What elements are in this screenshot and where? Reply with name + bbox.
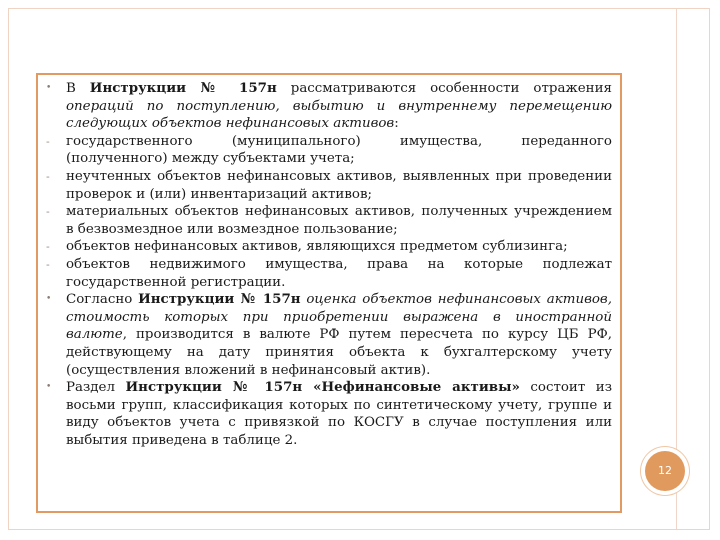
list-item [46,168,612,203]
list-item [46,379,612,449]
text-run-italic: операций по поступлению, выбытию и внутреннему перемещению следующих объектов нефинансовых активов [66,98,612,132]
list-item [46,238,612,256]
text-run-italic: оценка объектов нефинансовых активов, стоимость которых при приобретении выражена в иностранной валюте [66,292,612,343]
list-item [46,256,612,291]
text-run: Раздел [66,380,126,396]
bullet-dot-icon: • [46,294,52,305]
page-number-badge: 12 [645,451,685,491]
slide-divider-line [676,9,677,529]
content-box [36,73,622,513]
text-run: материальных объектов нефинансовых активов, полученных учреждением в безвозмездное или возмездное пользование; [66,204,612,237]
text-run: Согласно [66,292,139,308]
bullet-dot-icon: • [46,382,52,393]
text-run: объектов нефинансовых активов, являющихся предметом сублизинга; [66,239,568,255]
text-run: объектов недвижимого имущества, права на которые подлежат государственной регистрации. [66,256,612,290]
text-run: : [394,116,399,132]
text-run: неучтенных объектов нефинансовых активов, выявленных при проведении проверок и (или) инвентаризаций активов; [66,168,612,202]
bullet-dash-icon: - [46,134,50,148]
list-item [46,291,612,379]
list-item [46,80,612,133]
text-run-bold: Инструкции № 157н [89,80,277,96]
list-item [46,203,612,238]
text-run: государственного (муниципального) имущества, переданного (полученного) между субъектами учета; [66,133,612,167]
text-run-bold: Инструкции № 157н [138,291,301,308]
bullet-list [46,80,612,449]
bullet-dash-icon: - [46,169,50,183]
bullet-dash-icon: - [46,240,50,254]
text-run: , производится в валюте РФ путем пересчета по курсу ЦБ РФ, действующему на дату принятия объекта к бухгалтерскому учету (осуществления вложений в нефинансовый актив). [66,327,612,378]
text-run: В [66,81,90,96]
bullet-dash-icon: - [46,257,50,271]
text-run: состоит из восьми групп, классификация которых по синтетическому учету, группе и виду объектов учета с привязкой по КОСГУ в случае поступления или выбытия приведена в таблице 2. [66,380,613,448]
list-item [46,133,612,168]
bullet-dot-icon: • [46,83,52,93]
text-run-bold: Инструкции № 157н «Нефинансовые активы» [125,379,520,396]
text-run: рассматриваются особенности отражения [276,81,612,96]
bullet-dash-icon: - [46,205,50,219]
